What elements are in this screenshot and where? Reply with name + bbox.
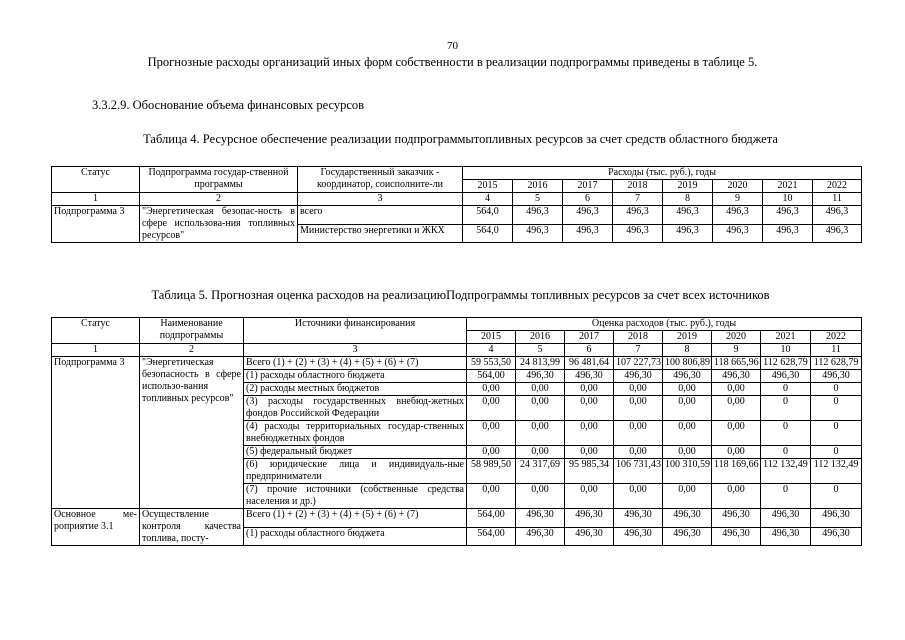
value-cell: 58 989,50 [467,459,516,484]
value-cell: 496,30 [614,527,663,546]
value-cell: 0 [811,396,862,421]
row-label: (3) расходы государственных внебюд-жетных фондов Российской Федерации [244,396,467,421]
value-cell: 0 [811,383,862,396]
value-cell: 0,00 [663,383,712,396]
table4-column-number: 4 [463,193,513,206]
value-cell: 496,30 [761,509,811,528]
row-label: Всего (1) + (2) + (3) + (4) + (5) + (6) + (7) [244,509,467,528]
table5-column-number: 5 [516,344,565,357]
table5-year-header: 2018 [614,331,663,344]
table4-column-numbers-row [52,193,862,206]
table5-column-number: 7 [614,344,663,357]
value-cell: 0,00 [614,396,663,421]
value-cell: 0,00 [565,446,614,459]
value-cell: 496,3 [613,224,663,243]
value-cell: 0,00 [712,421,761,446]
value-cell: 0 [761,383,811,396]
value-cell: 496,30 [811,509,862,528]
table5-column-number: 11 [811,344,862,357]
value-cell: 496,30 [761,527,811,546]
table5-year-header: 2016 [516,331,565,344]
value-cell: 0,00 [712,484,761,509]
value-cell: 0,00 [467,446,516,459]
value-cell: 496,3 [713,224,763,243]
value-cell: 59 553,50 [467,357,516,370]
table-row [52,206,862,225]
value-cell: 0,00 [614,484,663,509]
value-cell: 496,30 [811,527,862,546]
value-cell: 496,30 [663,527,712,546]
value-cell: 0,00 [467,383,516,396]
value-cell: 0,00 [516,484,565,509]
value-cell: 0 [811,484,862,509]
value-cell: 496,3 [713,206,763,225]
value-cell: 0,00 [516,446,565,459]
table4-caption: Таблица 4. Ресурсное обеспечение реализации подпрограммытопливных ресурсов за счет средств областного бюджета [143,132,778,146]
intro-paragraph: Прогнозные расходы организаций иных форм собственности в реализации подпрограммы приведены в таблице 5. [147,55,758,69]
table4-year-header: 2018 [613,180,663,193]
table4-column-number: 10 [763,193,813,206]
value-cell: 0,00 [467,396,516,421]
table4-year-header: 2017 [563,180,613,193]
table5-year-header: 2015 [467,331,516,344]
table4-header-expenses: Расходы (тыс. руб.), годы [463,167,862,180]
value-cell: 0,00 [663,446,712,459]
value-cell: 24 813,99 [516,357,565,370]
row-label: (1) расходы областного бюджета [244,527,467,546]
row-label: (2) расходы местных бюджетов [244,383,467,396]
table5-block2-name-cell: Осуществление контроля качества топлива, посту- [140,509,244,546]
value-cell: 496,3 [813,224,862,243]
value-cell: 0,00 [614,421,663,446]
table5-header-estimate: Оценка расходов (тыс. руб.), годы [467,318,862,331]
table5-column-number: 8 [663,344,712,357]
row-label: (1) расходы областного бюджета [244,370,467,383]
value-cell: 0,00 [663,421,712,446]
table4-column-number: 2 [140,193,298,206]
value-cell: 496,30 [614,509,663,528]
value-cell: 100 310,59 [663,459,712,484]
table5 [51,317,862,546]
table-row [52,357,862,370]
value-cell: 496,30 [712,527,761,546]
row-label: (4) расходы территориальных государ-ственных внебюджетных фондов [244,421,467,446]
table4-column-number: 3 [298,193,463,206]
value-cell: 0,00 [663,484,712,509]
value-cell: 112 132,49 [811,459,862,484]
value-cell: 496,3 [513,224,563,243]
row-label: (5) федеральный бюджет [244,446,467,459]
value-cell: 564,00 [467,370,516,383]
table4-column-number: 8 [663,193,713,206]
table5-header-sources: Источники финансирования [244,318,467,344]
value-cell: 0,00 [712,396,761,421]
value-cell: 0,00 [565,383,614,396]
table5-column-number: 6 [565,344,614,357]
table4-column-number: 9 [713,193,763,206]
section-heading: 3.3.2.9. Обоснование объема финансовых ресурсов [92,98,365,112]
value-cell: 496,30 [614,370,663,383]
value-cell: 496,30 [565,509,614,528]
table5-block2-status-cell: Основное ме-роприятие 3.1 [52,509,140,546]
table5-caption: Таблица 5. Прогнозная оценка расходов на реализациюПодпрограммы топливных ресурсов за счет всех источников [151,288,770,302]
table4-header-program: Подпрограмма государ-ственной программы [140,167,298,193]
table4-column-number: 5 [513,193,563,206]
value-cell: 0 [761,484,811,509]
table5-column-number: 2 [140,344,244,357]
row-label: (6) юридические лица и индивидуаль-ные предприниматели [244,459,467,484]
value-cell: 112 628,79 [811,357,862,370]
value-cell: 496,30 [516,527,565,546]
table4-year-header: 2022 [813,180,862,193]
row-label: Министерство энергетики и ЖКХ [298,224,463,243]
value-cell: 496,3 [763,206,813,225]
value-cell: 0,00 [565,396,614,421]
value-cell: 0,00 [516,383,565,396]
value-cell: 564,0 [463,224,513,243]
value-cell: 564,00 [467,527,516,546]
table4-column-number: 6 [563,193,613,206]
table4-year-header: 2015 [463,180,513,193]
table5-header-status: Статус [52,318,140,344]
value-cell: 112 628,79 [761,357,811,370]
table5-year-header: 2022 [811,331,862,344]
value-cell: 496,30 [712,370,761,383]
table4-status-cell: Подпрограмма 3 [52,206,140,243]
value-cell: 496,3 [813,206,862,225]
value-cell: 496,30 [761,370,811,383]
table4-column-number: 1 [52,193,140,206]
table5-block1-status-cell: Подпрограмма 3 [52,357,140,509]
value-cell: 496,3 [513,206,563,225]
value-cell: 496,30 [811,370,862,383]
table5-header-name: Наименование подпрограммы [140,318,244,344]
table4 [51,166,862,243]
table4-header-customer: Государственный заказчик - координатор, соисполните-ли [298,167,463,193]
value-cell: 496,30 [516,370,565,383]
value-cell: 0,00 [516,421,565,446]
value-cell: 0,00 [467,421,516,446]
page-number: 70 [447,40,458,52]
value-cell: 496,3 [613,206,663,225]
table5-column-number: 1 [52,344,140,357]
value-cell: 496,3 [563,206,613,225]
value-cell: 118 169,66 [712,459,761,484]
value-cell: 496,30 [516,509,565,528]
value-cell: 96 481,64 [565,357,614,370]
value-cell: 100 806,89 [663,357,712,370]
value-cell: 0,00 [663,396,712,421]
value-cell: 0,00 [712,446,761,459]
value-cell: 0 [761,421,811,446]
table5-block1-name-cell: "Энергетическая безопасность в сфере использо-вания топливных ресурсов" [140,357,244,509]
table5-year-header: 2020 [712,331,761,344]
value-cell: 0,00 [614,383,663,396]
value-cell: 496,3 [763,224,813,243]
value-cell: 496,30 [663,370,712,383]
value-cell: 496,3 [663,206,713,225]
table4-column-number: 11 [813,193,862,206]
value-cell: 0,00 [712,383,761,396]
table5-column-numbers-row [52,344,862,357]
value-cell: 0 [811,421,862,446]
row-label: (7) прочие источники (собственные средства населения и др.) [244,484,467,509]
table4-year-header: 2020 [713,180,763,193]
value-cell: 0,00 [565,421,614,446]
value-cell: 0,00 [565,484,614,509]
value-cell: 0 [761,446,811,459]
table5-year-header: 2019 [663,331,712,344]
value-cell: 564,0 [463,206,513,225]
table5-year-header: 2017 [565,331,614,344]
value-cell: 118 665,96 [712,357,761,370]
table5-column-number: 10 [761,344,811,357]
value-cell: 112 132,49 [761,459,811,484]
table4-header-status: Статус [52,167,140,193]
value-cell: 496,30 [565,370,614,383]
value-cell: 0,00 [614,446,663,459]
value-cell: 107 227,73 [614,357,663,370]
value-cell: 0,00 [516,396,565,421]
value-cell: 106 731,43 [614,459,663,484]
value-cell: 496,30 [712,509,761,528]
value-cell: 496,30 [663,509,712,528]
value-cell: 496,3 [563,224,613,243]
value-cell: 496,30 [565,527,614,546]
value-cell: 0,00 [467,484,516,509]
table4-program-cell: "Энергетическая безопас-ность в сфере использова-ния топливных ресурсов" [140,206,298,243]
value-cell: 95 985,34 [565,459,614,484]
value-cell: 564,00 [467,509,516,528]
value-cell: 496,3 [663,224,713,243]
table5-column-number: 9 [712,344,761,357]
row-label: Всего (1) + (2) + (3) + (4) + (5) + (6) + (7) [244,357,467,370]
table5-year-header: 2021 [761,331,811,344]
table-row [52,509,862,528]
value-cell: 0 [761,396,811,421]
row-label: всего [298,206,463,225]
table4-year-header: 2019 [663,180,713,193]
value-cell: 0 [811,446,862,459]
table4-column-number: 7 [613,193,663,206]
value-cell: 24 317,69 [516,459,565,484]
table5-column-number: 4 [467,344,516,357]
table4-year-header: 2021 [763,180,813,193]
table4-year-header: 2016 [513,180,563,193]
table5-column-number: 3 [244,344,467,357]
